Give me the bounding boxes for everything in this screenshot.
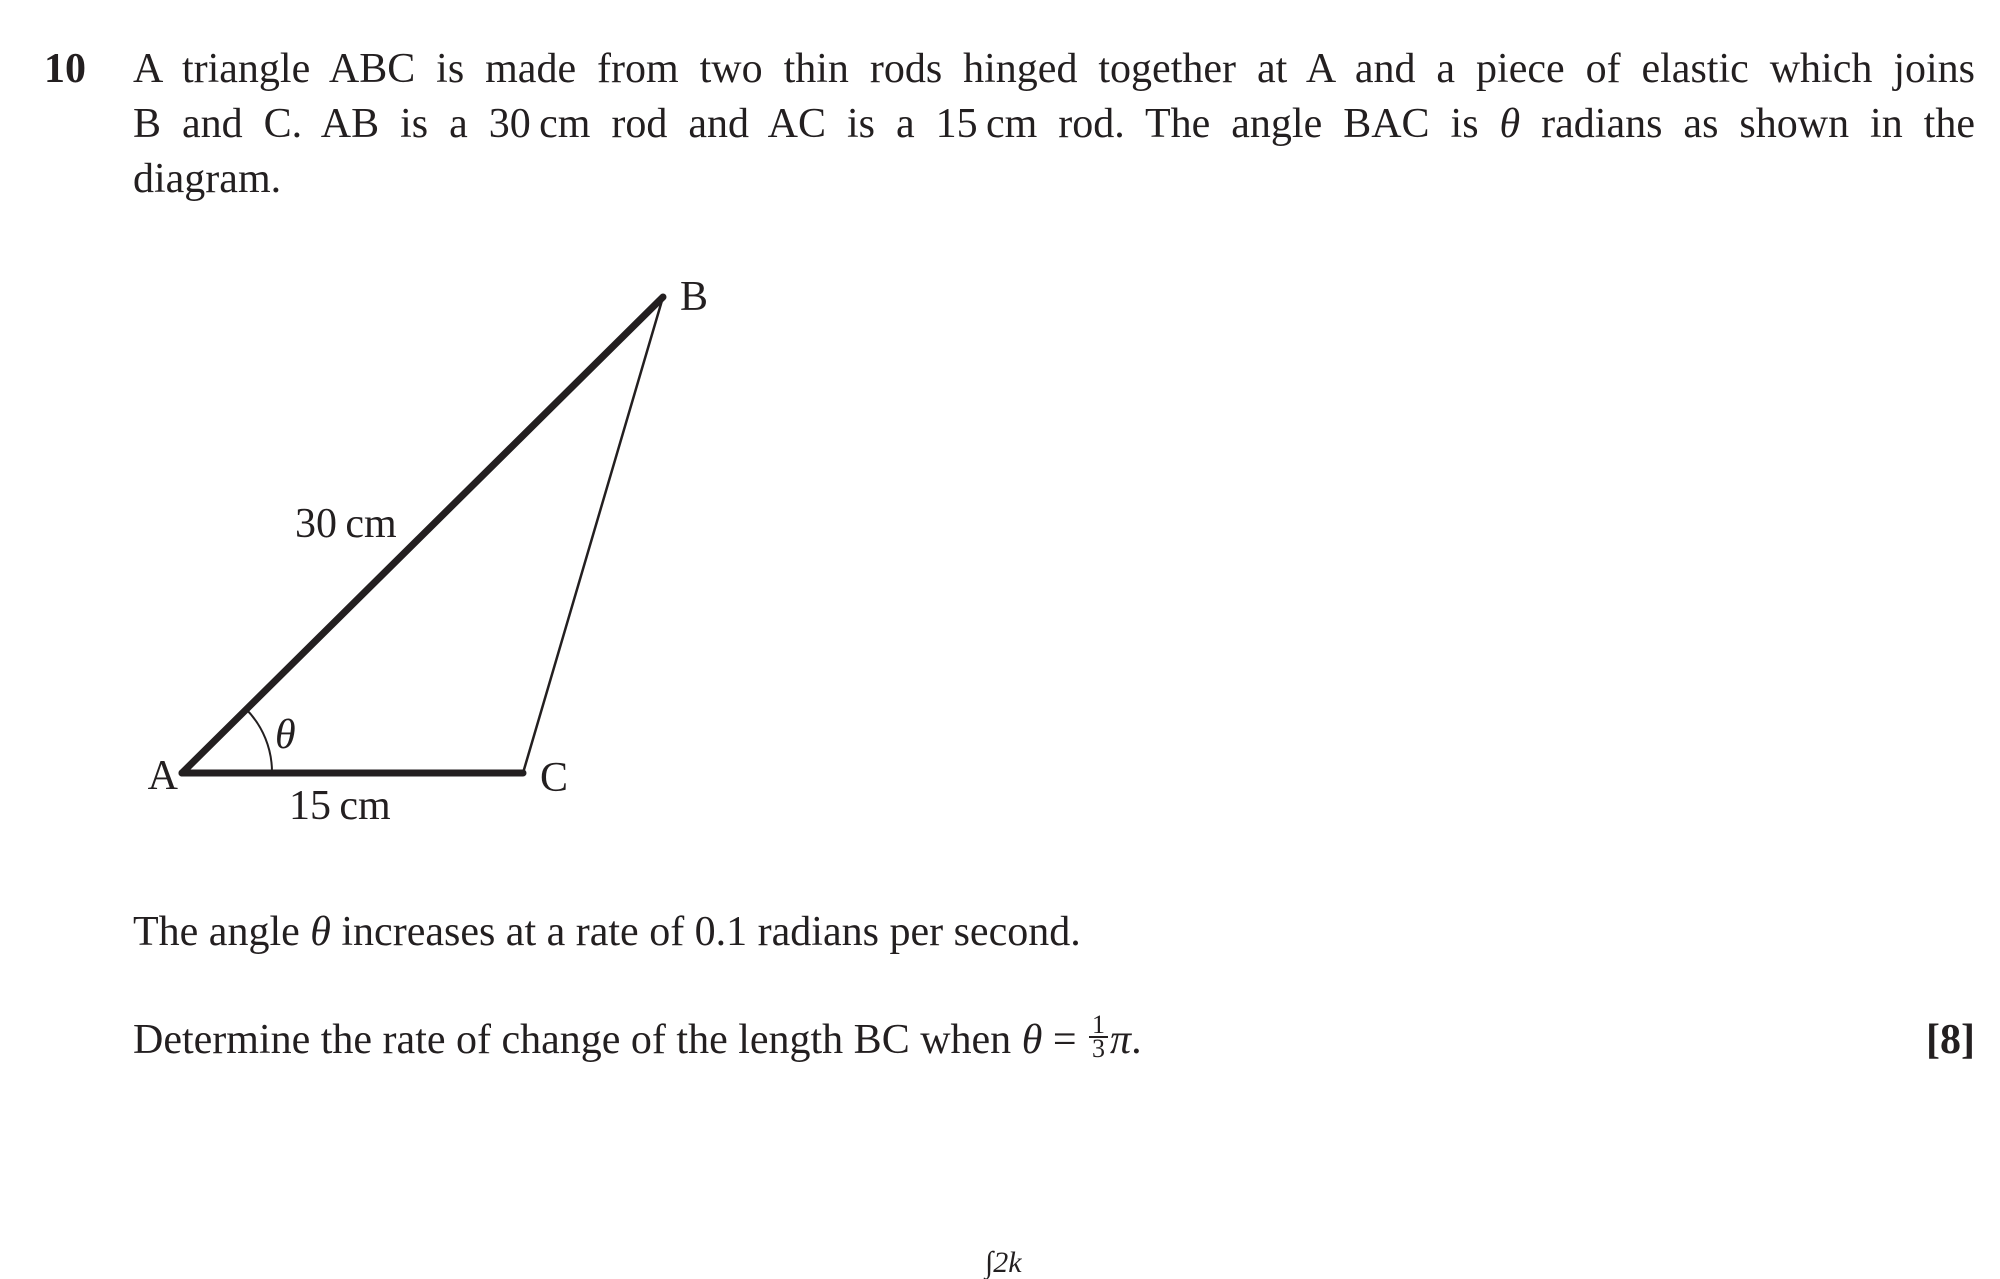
theta-symbol: θ [1021,1017,1043,1063]
vertex-label-c: C [540,755,569,801]
length-label-ac: 15 cm [289,783,391,829]
marks-label: [8] [1926,1017,1975,1063]
cutoff-text: ∫2k [985,1246,1022,1279]
theta-symbol: θ [1499,101,1521,147]
angle-arc [246,709,272,773]
stem-line-3: diagram. [133,156,282,202]
stem-line-1: A triangle ABC is made from two thin rods hinged together at A and a piece of elastic which joins [133,46,1975,92]
stem-line-2: B and C. AB is a 30 cm rod and AC is a 15 cm rod. The angle BAC is θ radians as shown in the [133,101,1975,147]
pi-symbol: π [1110,1017,1132,1063]
vertex-label-b: B [680,274,709,320]
task-sentence: Determine the rate of change of the length BC when θ = $\frac{1}{3}$ π. [133,1010,1142,1064]
question-number: 10 [44,46,86,92]
fraction-one-third: $\frac{1}{3}$ [1089,1014,1108,1060]
vertex-label-a: A [147,753,178,799]
length-label-ab: 30 cm [295,501,397,547]
rate-sentence: The angle θ increases at a rate of 0.1 radians per second. [133,909,1081,955]
theta-symbol: θ [310,909,331,955]
angle-label-theta: θ [275,712,296,758]
rod-ab [182,297,663,773]
